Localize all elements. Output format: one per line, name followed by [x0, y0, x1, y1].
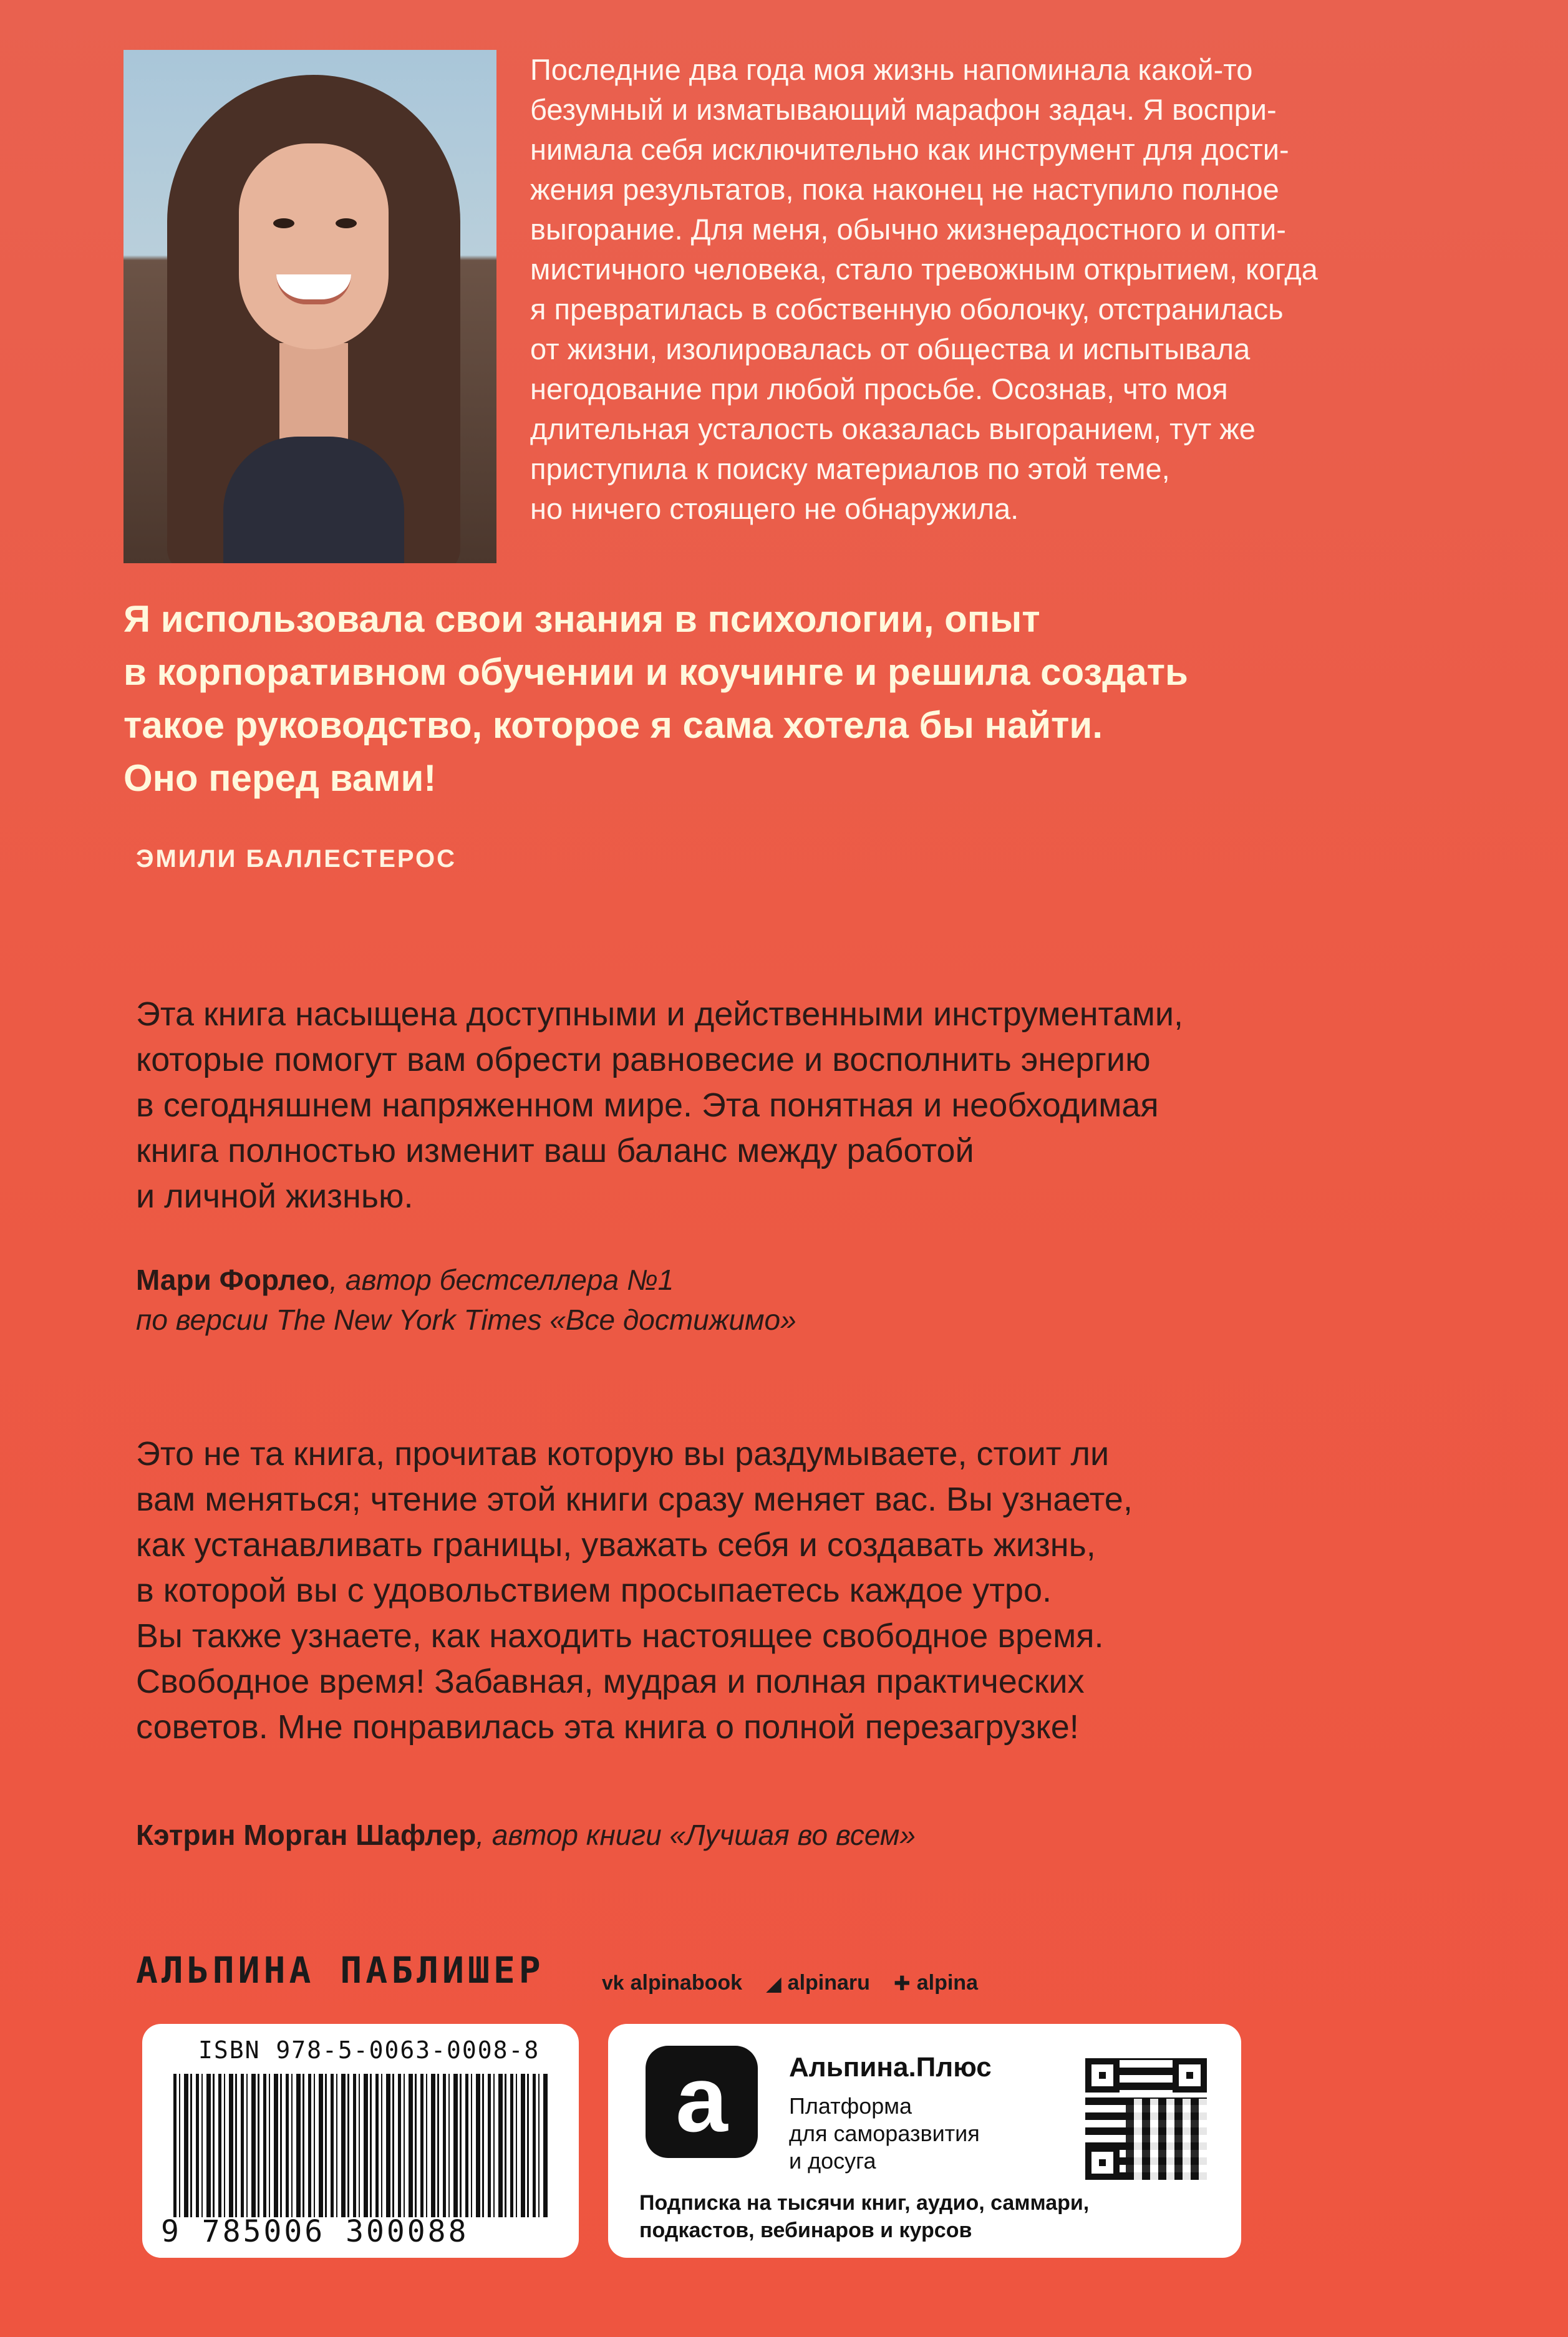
alpina-plus-panel [608, 2024, 1241, 2258]
qr-code[interactable] [1085, 2058, 1207, 2180]
dzen-icon: ✚ [893, 1972, 911, 1995]
social-vk[interactable]: vk alpinabook [602, 1971, 743, 1995]
isbn-label: ISBN 978-5-0063-0008-8 [198, 2036, 540, 2064]
alpina-plus-logo: a [646, 2046, 758, 2158]
isbn-barcode-panel [142, 2024, 579, 2258]
review-shafler-attribution: Кэтрин Морган Шафлер, автор книги «Лучшая во всем» [136, 1819, 916, 1851]
review-forleo: Эта книга насыщена доступными и действенными инструментами, которые помогут вам обрести равновесие и восполнить энергию в сегодняшнем напряженном мире. Эта понятная и необходимая книга полностью изменит ваш баланс между работой и личной жизнью. [136, 995, 1183, 1215]
author-highlight-quote: Я использовала свои знания в психологии, опыт в корпоративном обучении и коучинге и решила создать такое руководство, которое я сама хотела бы найти. Оно перед вами! [123, 598, 1188, 799]
alpina-plus-subtitle: Платформа для саморазвития и досуга [789, 2093, 980, 2174]
alpina-plus-title: Альпина.Плюс [789, 2052, 992, 2083]
author-photo [123, 50, 496, 563]
author-intro-text: Последние два года моя жизнь напоминала какой-то безумный и изматывающий марафон задач. Я воспри- нимала себя исключительно как инструмент для дости- жения результатов, пока наконец не наступило полное выгорание. Для меня, обычно жизнерадостного и опти- мистичного человека, стало тревожным открытием, когда я превратилась в собственную оболочку, отстранилась от жизни, изолировалась от общества и испытывала негодование при любой просьбе. Осознав, что моя длительная усталость оказалась выгоранием, тут же приступила к поиску материалов по этой теме, но ничего стоящего не обнаружила. [530, 53, 1318, 525]
barcode-number: 9 785006 300088 [161, 2214, 469, 2249]
review-shafler: Это не та книга, прочитав которую вы раздумываете, стоит ли вам меняться; чтение этой книги сразу меняет вас. Вы узнаете, как устанавливать границы, уважать себя и создавать жизнь, в которой вы с удовольствием просыпаетесь каждое утро. Вы также узнаете, как находить настоящее свободное время. Свободное время! Забавная, мудрая и полная практических советов. Мне понравилась эта книга о полной перезагрузке! [136, 1435, 1133, 1746]
social-dzen[interactable]: ✚ alpina [893, 1971, 978, 1995]
social-telegram[interactable]: ◢ alpinaru [766, 1971, 870, 1995]
barcode [173, 2074, 548, 2217]
author-name: ЭМИЛИ БАЛЛЕСТЕРОС [136, 845, 457, 873]
publisher-logo: АЛЬПИНА ПАБЛИШЕР [136, 1949, 544, 1991]
telegram-icon: ◢ [766, 1972, 782, 1995]
alpina-plus-description: Подписка на тысячи книг, аудио, саммари, подкастов, вебинаров и курсов [639, 2191, 1090, 2242]
vk-icon: vk [602, 1972, 624, 1994]
social-links [602, 1971, 978, 1995]
review-forleo-attribution: Мари Форлео, автор бестселлера №1 по версии The New York Times «Все достижимо» [136, 1264, 796, 1336]
